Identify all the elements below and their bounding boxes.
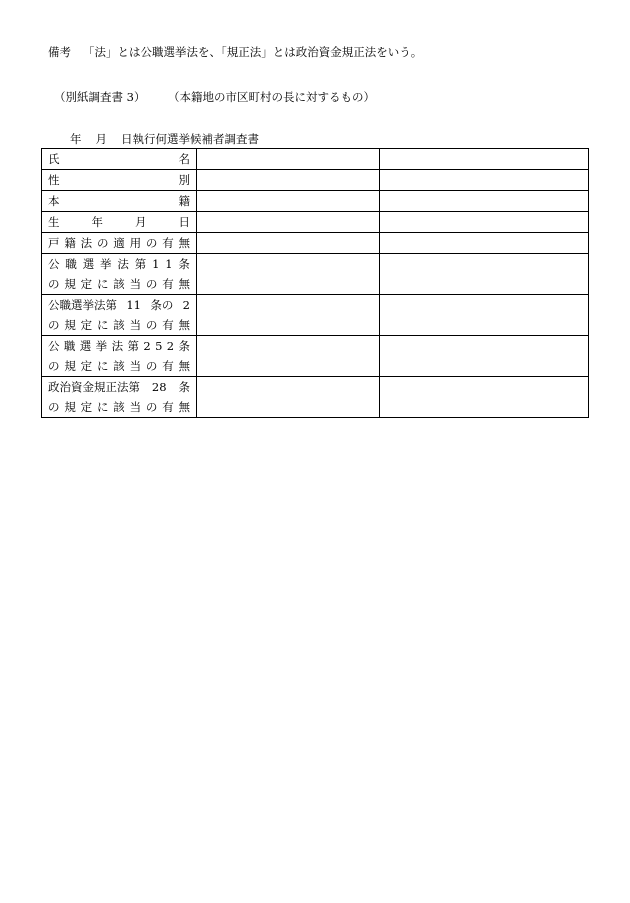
label-char: 法 [111,339,124,353]
label-char: の [145,400,158,414]
remarks-cell[interactable] [380,233,589,254]
label-char: 法 [80,236,93,250]
label-char: 2 [166,339,175,353]
label-char: 挙 [100,257,112,271]
row-label-line [48,377,190,397]
label-char: 当 [129,359,142,373]
label-char: 用 [129,236,142,250]
remarks-cell[interactable] [380,170,589,191]
row-label-line [48,170,190,190]
row-label [42,212,197,233]
table-row [42,295,589,336]
table-row [42,377,589,418]
entry-cell[interactable] [197,149,380,170]
label-char: 条の [150,298,174,312]
table-row [42,336,589,377]
label-char: 無 [178,236,190,250]
label-char: 公職選挙法第 [48,298,117,312]
label-char: 本 [48,194,60,208]
label-char: 規 [64,400,76,414]
remarks-cell[interactable] [380,254,589,295]
row-label [42,191,197,212]
row-label-line [48,254,190,274]
entry-cell[interactable] [197,295,380,336]
row-label-line [48,274,190,294]
remarks-cell[interactable] [380,336,589,377]
label-char: 年 [91,215,103,229]
remarks-cell[interactable] [380,295,589,336]
label-char: 生 [48,215,60,229]
label-char: の [145,277,158,291]
label-char: に [96,359,109,373]
label-char: の [48,318,60,332]
label-char: 選 [79,339,92,353]
label-char: 性 [48,173,60,187]
row-label [42,170,197,191]
label-char: 該 [113,277,125,291]
row-label-line [48,336,190,356]
table-row [42,191,589,212]
label-char: 2 [143,339,151,353]
label-char: 有 [162,277,174,291]
row-label-line [48,315,190,335]
label-char: 職 [63,339,76,353]
label-char: の [48,400,60,414]
entry-cell[interactable] [197,191,380,212]
label-char: の [145,318,158,332]
caption-title: 日執行何選挙候補者調査書 [121,132,259,146]
entry-cell[interactable] [197,254,380,295]
row-label [42,254,197,295]
label-char: 無 [178,318,190,332]
label-char: 選 [82,257,95,271]
label-char: 政治資金規正法第 [48,380,140,394]
label-char: 条 [178,339,190,353]
label-char: 名 [178,152,190,166]
remarks-text: 「法」とは公職選挙法を、「規正法」とは政治資金規正法をいう。 [83,45,423,59]
row-label-line [48,295,190,315]
label-char: 挙 [95,339,108,353]
entry-cell[interactable] [197,336,380,377]
label-char: 1 [152,257,160,271]
survey-caption [70,131,259,147]
label-char: 第 [127,339,139,353]
label-char: 11 [126,298,141,312]
label-char: 該 [113,318,125,332]
label-char: 無 [178,359,190,373]
remarks-note [48,44,422,60]
caption-month: 月 [95,132,107,146]
label-char: 日 [178,215,190,229]
remarks-cell[interactable] [380,212,589,233]
label-char: 第 [134,257,147,271]
label-char: 公 [48,339,60,353]
label-char: 該 [113,359,125,373]
label-char: 規 [64,277,76,291]
label-char: の [48,277,60,291]
entry-cell[interactable] [197,377,380,418]
label-char: 条 [178,380,190,394]
label-char: 条 [178,257,190,271]
label-char: 定 [80,400,93,414]
label-char: 籍 [64,236,76,250]
label-char: 28 [151,380,167,394]
label-char: 公 [48,257,60,271]
label-char: 有 [162,400,174,414]
label-char: の [96,236,109,250]
label-char: 規 [64,359,76,373]
row-label [42,336,197,377]
label-char: 当 [129,318,142,332]
remarks-cell[interactable] [380,377,589,418]
label-char: 適 [113,236,125,250]
label-char: 1 [165,257,173,271]
row-label-line [48,233,190,253]
entry-cell[interactable] [197,233,380,254]
recipient-note: （本籍地の市区町村の長に対するもの） [168,90,375,104]
label-char: 職 [65,257,77,271]
row-label-line [48,191,190,211]
label-char: の [48,359,60,373]
label-char: 規 [64,318,76,332]
label-char: 無 [178,277,190,291]
label-char: 有 [162,359,174,373]
label-char: の [145,359,158,373]
row-label [42,149,197,170]
label-char: 籍 [178,194,190,208]
remarks-label: 備考 [48,45,71,59]
remarks-cell[interactable] [380,149,589,170]
table-row [42,254,589,295]
row-label [42,377,197,418]
label-char: 有 [162,236,174,250]
label-char: 5 [155,339,163,353]
row-label-line [48,149,190,169]
row-label-line [48,356,190,376]
row-label [42,295,197,336]
label-char: 定 [80,359,93,373]
label-char: の [145,236,158,250]
row-label-line [48,212,190,232]
label-char: 当 [129,277,142,291]
remarks-cell[interactable] [380,191,589,212]
row-label [42,233,197,254]
candidate-survey-table [41,148,589,418]
table-row [42,212,589,233]
label-char: に [96,318,109,332]
table-row [42,233,589,254]
attachment-reference: （別紙調査書 3） [54,90,146,104]
label-char: 月 [135,215,147,229]
label-char: 定 [80,277,93,291]
label-char: 定 [80,318,93,332]
row-label-line [48,397,190,417]
label-char: 有 [162,318,174,332]
table-row [42,149,589,170]
label-char: 当 [129,400,142,414]
label-char: 該 [113,400,125,414]
entry-cell[interactable] [197,170,380,191]
label-char: 戸 [48,236,60,250]
entry-cell[interactable] [197,212,380,233]
caption-year: 年 [70,132,82,146]
label-char: に [96,277,109,291]
label-char: 法 [117,257,129,271]
label-char: に [96,400,109,414]
table-row [42,170,589,191]
label-char: 別 [178,173,190,187]
label-char: 無 [178,400,190,414]
label-char: 氏 [48,152,60,166]
label-char: 2 [182,298,190,312]
